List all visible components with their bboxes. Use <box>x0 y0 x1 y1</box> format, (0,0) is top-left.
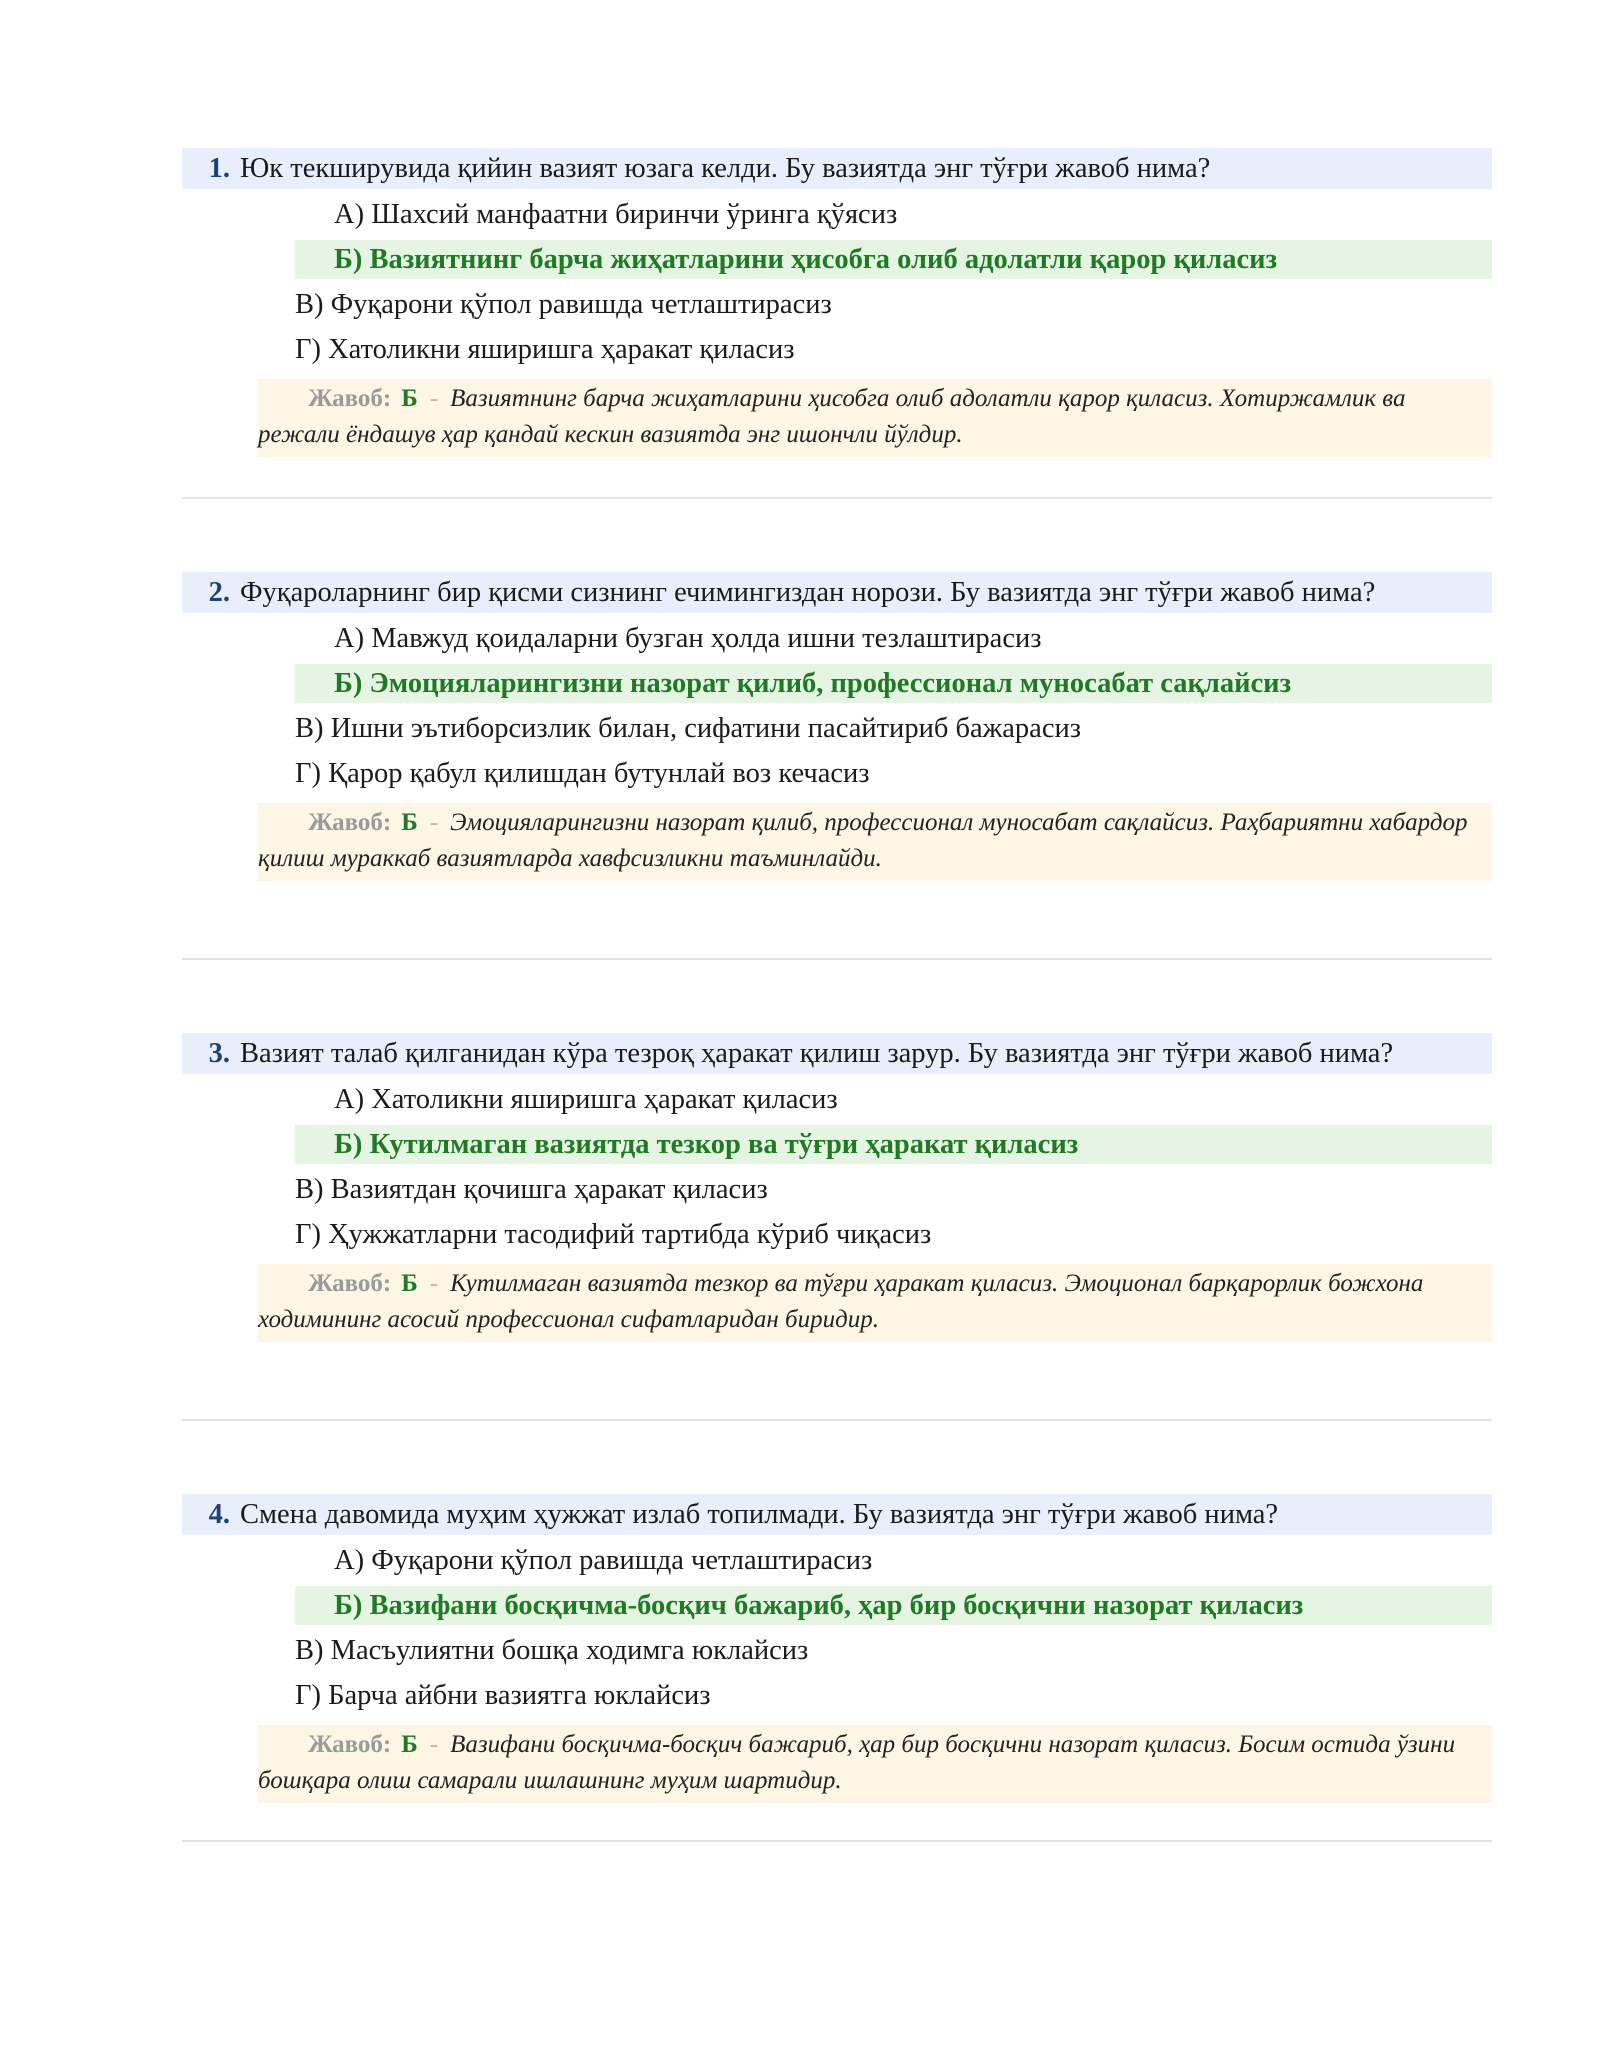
question-number: 1. <box>208 153 230 184</box>
question-text: Юк текширувида қийин вазият юзага келди. Бу вазиятда энг тўғри жавоб нима? <box>240 153 1211 184</box>
option-b-correct: Б) Вазифани босқичма-босқич бажариб, ҳар бир босқични назорат қиласиз <box>295 1586 1492 1625</box>
option-a: А) Мавжуд қоидаларни бузган ҳолда ишни тезлаштирасиз <box>334 623 1042 654</box>
question-text: Вазият талаб қилганидан кўра тезроқ ҳаракат қилиш зарур. Бу вазиятда энг тўғри жавоб нима? <box>240 1038 1394 1069</box>
question-header <box>182 1494 1492 1535</box>
question-2 <box>182 572 1492 881</box>
question-divider <box>182 497 1492 499</box>
answer-letter: Б <box>401 385 418 412</box>
answer-letter: Б <box>401 1731 418 1758</box>
question-number: 3. <box>208 1038 230 1069</box>
answer-explanation <box>258 1725 1492 1803</box>
question-text: Смена давомида муҳим ҳужжат излаб топилмади. Бу вазиятда энг тўғри жавоб нима? <box>240 1499 1279 1530</box>
question-divider <box>182 1419 1492 1421</box>
answer-explanation <box>258 803 1492 881</box>
question-4 <box>182 1494 1492 1803</box>
answer-text: Вазиятнинг барча жиҳатларини ҳисобга олиб адолатли қарор қиласиз. Хотиржамлик ва режали ёндашув ҳар қандай кескин вазиятда энг ишончли йўлдир. <box>258 385 1406 448</box>
question-1 <box>182 148 1492 457</box>
answer-dash: - <box>429 1270 439 1297</box>
question-3 <box>182 1033 1492 1342</box>
question-header <box>182 1033 1492 1074</box>
answer-text: Вазифани босқичма-босқич бажариб, ҳар бир босқични назорат қиласиз. Босим остида ўзини бошқара олиш самарали ишлашнинг муҳим шартидир. <box>258 1731 1456 1794</box>
option-g: Г) Ҳужжатларни тасодифий тартибда кўриб чиқасиз <box>295 1219 932 1250</box>
answer-label: Жавоб: <box>308 809 392 836</box>
answer-dash: - <box>429 385 439 412</box>
question-number: 4. <box>208 1499 230 1530</box>
option-v: В) Вазиятдан қочишга ҳаракат қиласиз <box>295 1174 768 1205</box>
question-header <box>182 148 1492 189</box>
answer-text: Эмоцияларингизни назорат қилиб, профессионал муносабат сақлайсиз. Раҳбариятни хабардор қилиш мураккаб вазиятларда хавфсизликни таъминлайди. <box>258 809 1468 872</box>
option-g: Г) Қарор қабул қилишдан бутунлай воз кечасиз <box>295 758 870 789</box>
option-b-correct: Б) Кутилмаган вазиятда тезкор ва тўғри ҳаракат қиласиз <box>295 1125 1492 1164</box>
option-a: А) Хатоликни яширишга ҳаракат қиласиз <box>334 1084 838 1115</box>
option-a: А) Фуқарони қўпол равишда четлаштирасиз <box>334 1545 873 1576</box>
answer-explanation <box>258 1264 1492 1342</box>
answer-label: Жавоб: <box>308 1731 392 1758</box>
answer-letter: Б <box>401 1270 418 1297</box>
option-b-correct: Б) Вазиятнинг барча жиҳатларини ҳисобга олиб адолатли қарор қиласиз <box>295 240 1492 279</box>
answer-label: Жавоб: <box>308 1270 392 1297</box>
answer-text: Кутилмаган вазиятда тезкор ва тўғри ҳаракат қиласиз. Эмоционал барқарорлик божхона ходимининг асосий профессионал сифатларидан биридир. <box>258 1270 1424 1333</box>
option-v: В) Масъулиятни бошқа ходимга юклайсиз <box>295 1635 809 1666</box>
answer-explanation <box>258 379 1492 457</box>
answer-letter: Б <box>401 809 418 836</box>
option-v: В) Фуқарони қўпол равишда четлаштирасиз <box>295 289 832 320</box>
question-number: 2. <box>208 577 230 608</box>
question-header <box>182 572 1492 613</box>
question-text: Фуқароларнинг бир қисми сизнинг ечимингиздан норози. Бу вазиятда энг тўғри жавоб нима? <box>240 577 1376 608</box>
option-a: А) Шахсий манфаатни биринчи ўринга қўясиз <box>334 199 898 230</box>
question-divider <box>182 1840 1492 1842</box>
answer-dash: - <box>429 809 439 836</box>
option-v: В) Ишни эътиборсизлик билан, сифатини пасайтириб бажарасиз <box>295 713 1081 744</box>
answer-dash: - <box>429 1731 439 1758</box>
question-divider <box>182 958 1492 960</box>
option-g: Г) Барча айбни вазиятга юклайсиз <box>295 1680 711 1711</box>
option-g: Г) Хатоликни яширишга ҳаракат қиласиз <box>295 334 795 365</box>
option-b-correct: Б) Эмоцияларингизни назорат қилиб, профессионал муносабат сақлайсиз <box>295 664 1492 703</box>
answer-label: Жавоб: <box>308 385 392 412</box>
